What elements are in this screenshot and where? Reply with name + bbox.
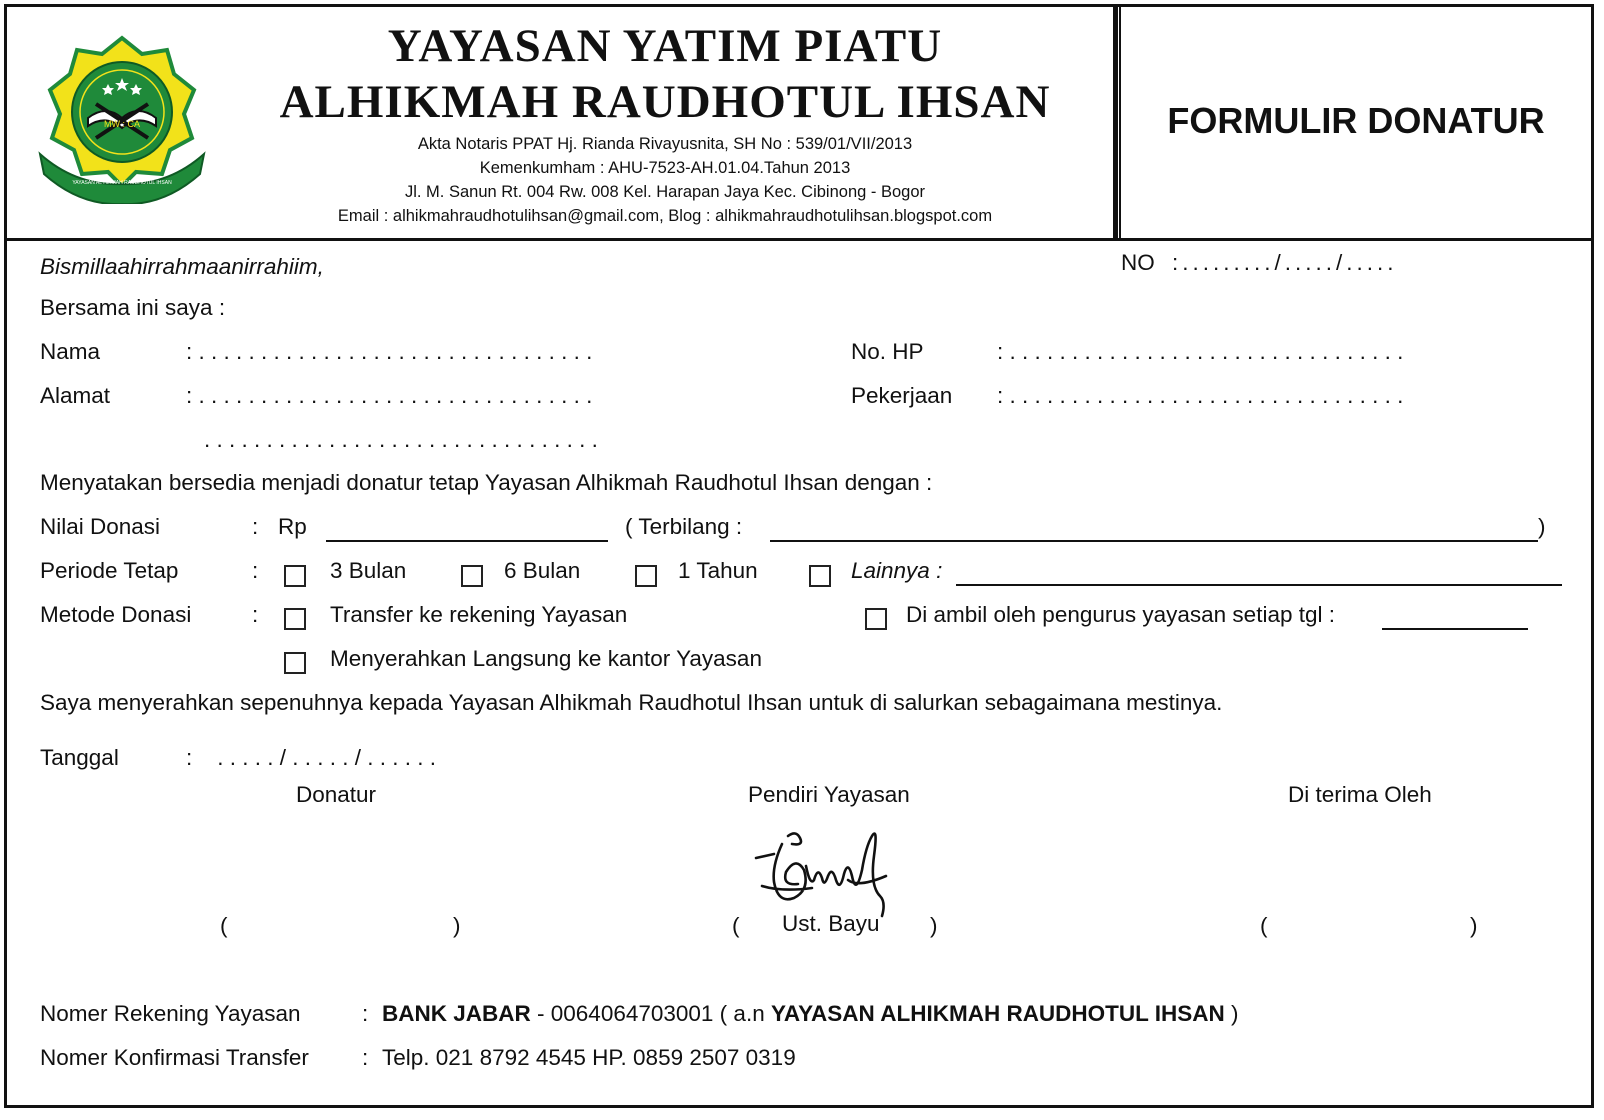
- statement-text: Menyatakan bersedia menjadi donatur tetap Yayasan Alhikmah Raudhotul Ihsan dengan :: [40, 470, 933, 495]
- nama-field[interactable]: : . . . . . . . . . . . . . . . . . . . . . . . . . . . . . . . .: [186, 339, 593, 364]
- header-divider: [4, 238, 1594, 241]
- pendiri-paren-open: (: [732, 913, 740, 938]
- metode-diambil-checkbox[interactable]: [865, 608, 887, 630]
- pekerjaan-label: Pekerjaan: [851, 383, 953, 408]
- periode-lainnya-label: Lainnya :: [851, 558, 943, 583]
- konfirmasi-label: Nomer Konfirmasi Transfer: [40, 1045, 309, 1070]
- donatur-label: Donatur: [296, 782, 377, 807]
- metode-langsung-checkbox[interactable]: [284, 652, 306, 674]
- periode-6-bulan-checkbox[interactable]: [461, 565, 483, 587]
- diterima-label: Di terima Oleh: [1288, 782, 1432, 807]
- org-address: Jl. M. Sanun Rt. 004 Rw. 008 Kel. Harapan Jaya Kec. Cibinong - Bogor: [404, 183, 926, 201]
- periode-3-bulan-label: 3 Bulan: [330, 558, 407, 583]
- konfirmasi-colon: :: [362, 1045, 369, 1070]
- diterima-paren-open: (: [1260, 913, 1268, 938]
- form-number-field[interactable]: :........./...../.....: [1172, 250, 1398, 275]
- org-akta: Akta Notaris PPAT Hj. Rianda Rivayusnita, SH No : 539/01/VII/2013: [417, 135, 913, 153]
- rekening-label: Nomer Rekening Yayasan: [40, 1001, 301, 1026]
- pendiri-name: Ust. Bayu: [782, 911, 880, 936]
- metode-transfer-checkbox[interactable]: [284, 608, 306, 630]
- greeting: Bismillaahirrahmaanirrahiim,: [40, 254, 324, 279]
- metode-colon: :: [252, 602, 259, 627]
- periode-lainnya-field[interactable]: [956, 584, 1562, 586]
- periode-lainnya-checkbox[interactable]: [809, 565, 831, 587]
- logo-banner-text: YAYASAN AL HIKMAH RAUDHOTUL IHSAN: [72, 180, 172, 186]
- metode-langsung-label: Menyerahkan Langsung ke kantor Yayasan: [330, 646, 762, 671]
- form-title: FORMULIR DONATUR: [1167, 100, 1545, 141]
- periode-1-tahun-checkbox[interactable]: [635, 565, 657, 587]
- bank-name: BANK JABAR: [382, 1001, 531, 1026]
- header-divider-vertical: [1113, 4, 1118, 240]
- metode-transfer-label: Transfer ke rekening Yayasan: [330, 602, 628, 627]
- nilai-colon: :: [252, 514, 259, 539]
- account-name: YAYASAN ALHIKMAH RAUDHOTUL IHSAN: [770, 1001, 1225, 1026]
- tanggal-field[interactable]: : . . . . . / . . . . . / . . . . . .: [186, 745, 437, 770]
- konfirmasi-value: Telp. 021 8792 4545 HP. 0859 2507 0319: [382, 1045, 796, 1070]
- metode-label: Metode Donasi: [40, 602, 192, 627]
- metode-diambil-label: Di ambil oleh pengurus yayasan setiap tgl :: [906, 602, 1335, 627]
- account-close: ): [1224, 1001, 1239, 1026]
- form-number-label: NO: [1121, 250, 1155, 275]
- alamat-field[interactable]: : . . . . . . . . . . . . . . . . . . . . . . . . . . . . . . . .: [186, 383, 593, 408]
- rekening-value: [382, 1000, 1239, 1028]
- pendiri-label: Pendiri Yayasan: [748, 782, 910, 807]
- periode-3-bulan-checkbox[interactable]: [284, 565, 306, 587]
- metode-diambil-tgl-field[interactable]: [1382, 628, 1528, 630]
- org-title-line-2: ALHIKMAH RAUDHOTUL IHSAN: [279, 76, 1051, 128]
- periode-label: Periode Tetap: [40, 558, 179, 583]
- alamat-label: Alamat: [40, 383, 111, 408]
- hp-field[interactable]: : . . . . . . . . . . . . . . . . . . . . . . . . . . . . . . . .: [997, 339, 1404, 364]
- terbilang-field[interactable]: [770, 540, 1538, 542]
- nama-label: Nama: [40, 339, 101, 364]
- closing-statement: Saya menyerahkan sepenuhnya kepada Yayasan Alhikmah Raudhotul Ihsan untuk di salurkan sebagaimana mestinya.: [40, 690, 1223, 715]
- nilai-donasi-field[interactable]: [326, 540, 608, 542]
- org-title-line-1: YAYASAN YATIM PIATU: [387, 20, 943, 72]
- alamat-field-line-2[interactable]: . . . . . . . . . . . . . . . . . . . . . . . . . . . . . . . .: [204, 427, 598, 452]
- periode-6-bulan-label: 6 Bulan: [504, 558, 581, 583]
- donatur-paren-open: (: [220, 913, 228, 938]
- hp-label: No. HP: [851, 339, 924, 364]
- periode-colon: :: [252, 558, 259, 583]
- intro-text: Bersama ini saya :: [40, 295, 226, 320]
- terbilang-close: ): [1538, 514, 1546, 539]
- terbilang-label: ( Terbilang :: [625, 514, 743, 539]
- nilai-donasi-label: Nilai Donasi: [40, 514, 161, 539]
- org-kemenkumham: Kemenkumham : AHU-7523-AH.01.04.Tahun 2013: [479, 159, 851, 177]
- account-number: - 0064064703001 ( a.n: [530, 1001, 771, 1026]
- diterima-paren-close: ): [1470, 913, 1478, 938]
- logo-caption: MW : CA: [104, 119, 140, 129]
- donatur-paren-close: ): [453, 913, 461, 938]
- pekerjaan-field[interactable]: : . . . . . . . . . . . . . . . . . . . . . . . . . . . . . . . .: [997, 383, 1404, 408]
- rekening-colon: :: [362, 1001, 369, 1026]
- rp-label: Rp: [278, 514, 307, 539]
- tanggal-label: Tanggal: [40, 745, 119, 770]
- org-contact: Email : alhikmahraudhotulihsan@gmail.com, Blog : alhikmahraudhotulihsan.blogspot.com: [337, 207, 993, 225]
- periode-1-tahun-label: 1 Tahun: [678, 558, 758, 583]
- pendiri-paren-close: ): [930, 913, 938, 938]
